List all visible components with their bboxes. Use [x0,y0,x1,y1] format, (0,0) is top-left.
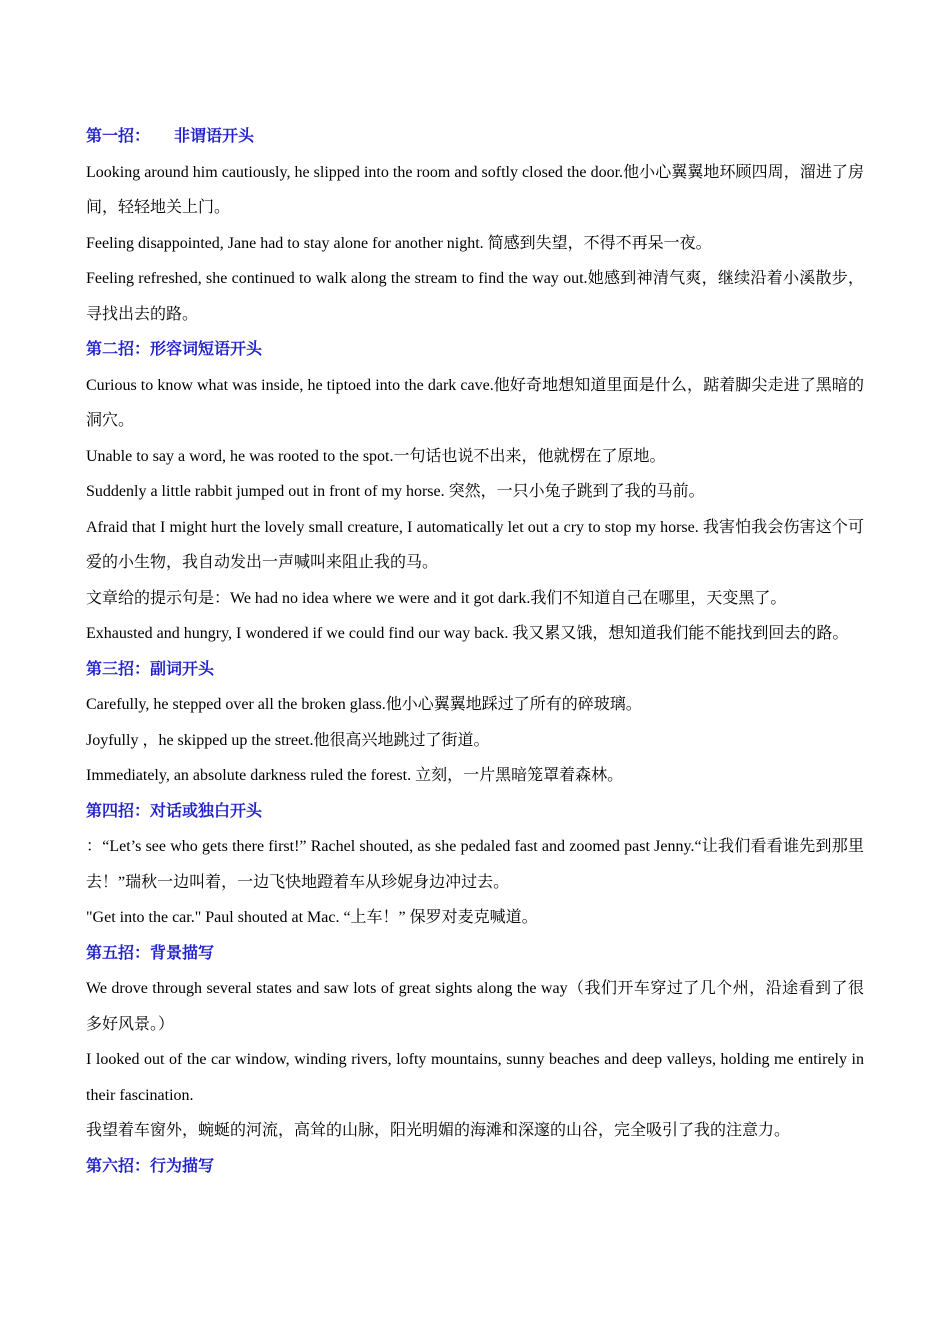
paragraph: "Get into the car." Paul shouted at Mac. “上车！” 保罗对麦克喊道。 [86,909,538,926]
section-heading-5: 第五招：背景描写 [86,944,215,962]
paragraph: I looked out of the car window, winding rivers, lofty mountains, sunny beaches and deep valleys, holding me entirely in their fascination. [86,1051,864,1104]
section-heading-1 [86,119,864,155]
paragraph: ：“Let’s see who gets there first!” Rachel shouted, as she pedaled fast and zoomed past Jenny.“让我们看看谁先到那里去！”瑞秋一边叫着，一边飞快地蹬着车从珍妮身边冲过去。 [86,838,864,891]
section-heading-3: 第三招：副词开头 [86,660,215,678]
paragraph: 文章给的提示句是：We had no idea where we were and it got dark.我们不知道自己在哪里，天变黑了。 [86,589,787,607]
paragraph: Carefully, he stepped over all the broken glass.他小心翼翼地踩过了所有的碎玻璃。 [86,696,642,713]
paragraph: 我望着车窗外，蜿蜒的河流，高耸的山脉，阳光明媚的海滩和深邃的山谷，完全吸引了我的注意力。 [86,1122,791,1139]
paragraph: Exhausted and hungry, I wondered if we could find our way back. 我又累又饿，想知道我们能不能找到回去的路。 [86,625,849,642]
paragraph: Immediately, an absolute darkness ruled the forest. 立刻，一片黑暗笼罩着森林。 [86,767,624,784]
paragraph: Feeling disappointed, Jane had to stay alone for another night. 简感到失望，不得不再呆一夜。 [86,234,712,252]
paragraph: Looking around him cautiously, he slipped into the room and softly closed the door.他小心翼翼地环顾四周，溜进了房间，轻轻地关上门。 [86,163,864,216]
section-heading-6: 第六招：行为描写 [86,1157,215,1175]
paragraph: We drove through several states and saw lots of great sights along the way（我们开车穿过了几个州，沿途看到了很多好风景。） [86,980,864,1033]
paragraph: Feeling refreshed, she continued to walk along the stream to find the way out.她感到神清气爽，继续沿着小溪散步，寻找出去的路。 [86,270,864,323]
section-heading-1-prefix: 第一招： [86,128,151,145]
section-heading-4: 第四招：对话或独白开头 [86,802,263,820]
document-page [86,119,864,1184]
paragraph: Joyfully ，he skipped up the street.他很高兴地跳过了街道。 [86,731,490,749]
paragraph: Curious to know what was inside, he tiptoed into the dark cave.他好奇地想知道里面是什么，踮着脚尖走进了黑暗的洞穴。 [86,376,864,429]
section-heading-1-text: 非谓语开头 [174,128,255,145]
paragraph: Unable to say a word, he was rooted to the spot.一句话也说不出来，他就楞在了原地。 [86,447,666,465]
paragraph: Afraid that I might hurt the lovely small creature, I automatically let out a cry to stop my horse. 我害怕我会伤害这个可爱的小生物，我自动发出一声喊叫来阻止我的马。 [86,518,864,571]
paragraph: Suddenly a little rabbit jumped out in front of my horse. 突然，一只小兔子跳到了我的马前。 [86,483,705,500]
section-heading-2: 第二招：形容词短语开头 [86,341,263,358]
